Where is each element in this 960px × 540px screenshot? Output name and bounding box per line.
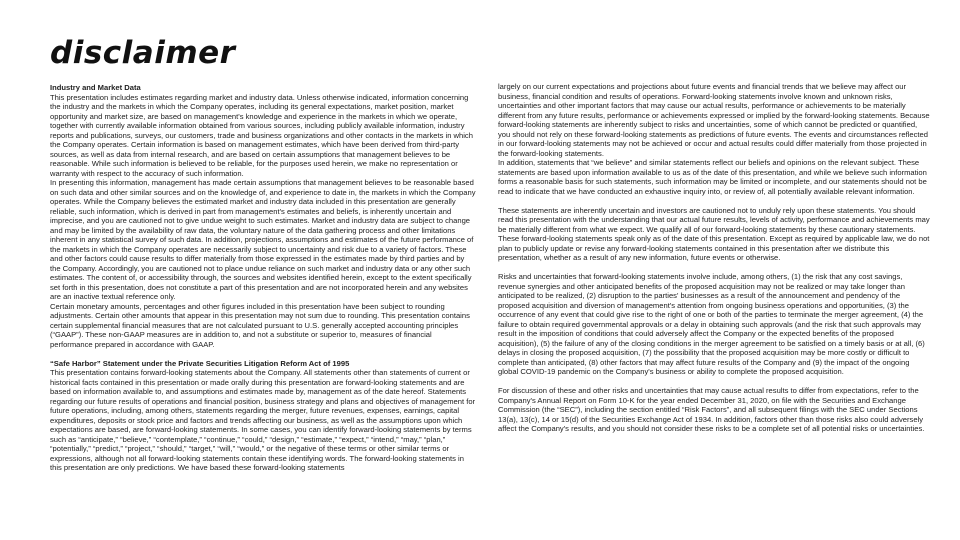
sec-filings-paragraph: For discussion of these and other risks and uncertainties that may cause actual results to differ from expectations, refer to the Company's Annual Report on Form 10-K for the year ended December 31, 2020, on file with the Securities and Exchange Commission (the “SEC”), including the section entitled “Risk Factors”, and all subsequent filings with the SEC under Sections 13(a), 13(c), 14 or 15(d) of the Securities Exchange Act of 1934. In addition, factors other than those risks also could adversely affect the Company's results, and you should not consider these risks to be a complete set of all potential risks or uncertainties. [498,386,925,433]
forward-looking-paragraph-3: These statements are inherently uncertain and investors are cautioned not to unduly rely upon these statements. You should read this presentation with the understanding that our actual future results, levels of activity, performance and achievements may be materially different from what we expect. We qualify all of our forward-looking statements by these cautionary statements. These forward-looking statements speak only as of the date of this presentation. Except as required by applicable law, we do not plan to publicly update or revise any forward-looking statements contained in this presentation after we distribute this presentation, whether as a result of any new information, future events or otherwise. [498,205,930,262]
right-column [498,82,930,434]
market-data-heading: Industry and Market Data [50,83,141,92]
market-data-paragraph-1: This presentation includes estimates regarding market and industry data. Unless otherwise indicated, information concerning the industry and the markets in which the Company operates, including its general expectations, market position, market opportunity and market size, are based on management's knowledge and experience in the markets in which we operate, together with currently available information obtained from various sources, including publicly available information, industry reports and publications, surveys, our customers, trade and business organizations and other contacts in the markets in which the Company operates. Certain information is based on management estimates, which have been derived from third-party sources, as well as data from internal research, and are based on certain assumptions that management believes to be reasonable. While such information is believed to be reliable, for the purposes used herein, we make no representation or warranty with respect to the accuracy of such information. [50,92,473,178]
safe-harbor-heading: “Safe Harbor” Statement under the Private Securities Litigation Reform Act of 1995 [50,358,350,368]
paragraph-gap [498,196,930,206]
forward-looking-paragraph-2: In addition, statements that “we believe” and similar statements reflect our beliefs and opinions on the relevant subject. These statements are based upon information available to us as of the date of this presentation, and while we believe such information forms a reasonable basis for such statements, such information may be limited or incomplete, and our statements should not be read to indicate that we have conducted an exhaustive inquiry into, or review of, all potentially available relevant information. [498,158,927,196]
market-data-paragraph-2: In presenting this information, management has made certain assumptions that management believes to be reasonable based on such data and other similar sources and on the knowledge of, and experience to date in, the markets in which the Company operates. While the Company believes the estimated market and industry data included in this presentation are generally reliable, such information, which is derived in part from management's estimates and beliefs, is inherently uncertain and imprecise, and you are cautioned not to give undue weight to such estimates. Market and industry data are subject to change and may be limited by the availability of raw data, the voluntary nature of the data gathering process and other limitations inherent in any statistical survey of such data. In addition, projections, assumptions and estimates of the future performance of the markets in which the Company operates are necessarily subject to uncertainty and risk due to a variety of factors. These and other factors could cause results to differ materially from those expressed in the estimates made by third parties and by the Company. Accordingly, you are cautioned not to place undue reliance on such market and industry data or any other such estimates. The content of, or accessibility through, the sources and websites identified herein, except to the extent specifically set forth in this presentation, does not constitute a part of this presentation and are not incorporated herein and any websites are an inactive textual reference only. [50,178,476,301]
safe-harbor-paragraph: This presentation contains forward-looking statements about the Company. All statements other than statements of current or historical facts contained in this presentation or made orally during this presentation are forward-looking statements and are based on information available to, and assumptions and estimates made by, management as of the date hereof. Statements regarding our future results of operations and financial position, business strategy and plans and objectives of management for future operations, including, among others, statements regarding the merger, future revenues, expenses, earnings, capital expenditures, deposits or stock price and factors and trends affecting our business, as well as the assumptions upon which expectations are based, are forward-looking statements. In some cases, you can identify forward-looking statements by terms such as “anticipate,” “believe,” “contemplate,” “continue,” “could,” “design,” “estimate,” “expect,” “intend,” “may,” “plan,” “potentially,” “predict,” “project,” “should,” “target,” “will,” “would,” or the negative of these terms or other similar terms or expressions, although not all forward-looking statements contain these identifying words. The forward-looking statements in this presentation are only predictions. We have based these forward-looking statements [50,368,476,472]
page-title: disclaimer [50,35,236,71]
paragraph-gap [498,263,930,273]
market-data-paragraph-3: Certain monetary amounts, percentages and other figures included in this presentation have been subject to rounding adjustments. Certain other amounts that appear in this presentation may not sum due to rounding. This presentation contains certain supplemental financial measures that are not calculated pursuant to U.S. generally accepted accounting principles (“GAAP”). These non-GAAP measures are in addition to, and not a substitute or superior to, measures of financial performance prepared in accordance with GAAP. [50,301,470,349]
paragraph-gap [498,377,930,387]
forward-looking-paragraph-1: largely on our current expectations and projections about future events and financial trends that we believe may affect our business, financial condition and results of operations. Forward-looking statements involve known and unknown risks, uncertainties and other important factors that may cause our actual results, performance or achievements to be materially different from any future results, performance or achievements expressed or implied by the forward-looking statements. Because forward-looking statements are inherently subject to risks and uncertainties, some of which cannot be predicted or quantified, you should not rely on these forward-looking statements as predictions of future events. The events and circumstances reflected in our forward-looking statements may not be achieved or occur and actual results could differ materially from those projected in the forward-looking statements. [498,82,930,158]
left-column [50,83,476,473]
risks-paragraph: Risks and uncertainties that forward-looking statements involve include, among others, (1) the risk that any cost savings, revenue synergies and other anticipated benefits of the proposed acquisition may not be realized or may take longer than anticipated to be realized, (2) disruption to the parties' businesses as a result of the announcement and pendency of the proposed acquisition and diversion of management's attention from ongoing business operations and opportunities, (3) the occurrence of any event that could give rise to the right of one or both of the parties to terminate the merger agreement, (4) the failure to obtain required governmental approvals or a delay in obtaining such approvals (and the risk that such approvals may result in the imposition of conditions that could adversely affect the Company or the expected benefits of the proposed acquisition), (5) the failure of any of the closing conditions in the merger agreement to be satisfied on a timely basis or at all, (6) delays in closing the proposed acquisition, (7) the possibility that the proposed acquisition may be more costly or difficult to complete than anticipated, (8) other factors that may affect future results of the Company and (9) the impact of the ongoing global COVID-19 pandemic on the Company's business or ability to complete the proposed acquisition. [498,272,925,376]
paragraph-gap [50,349,476,359]
